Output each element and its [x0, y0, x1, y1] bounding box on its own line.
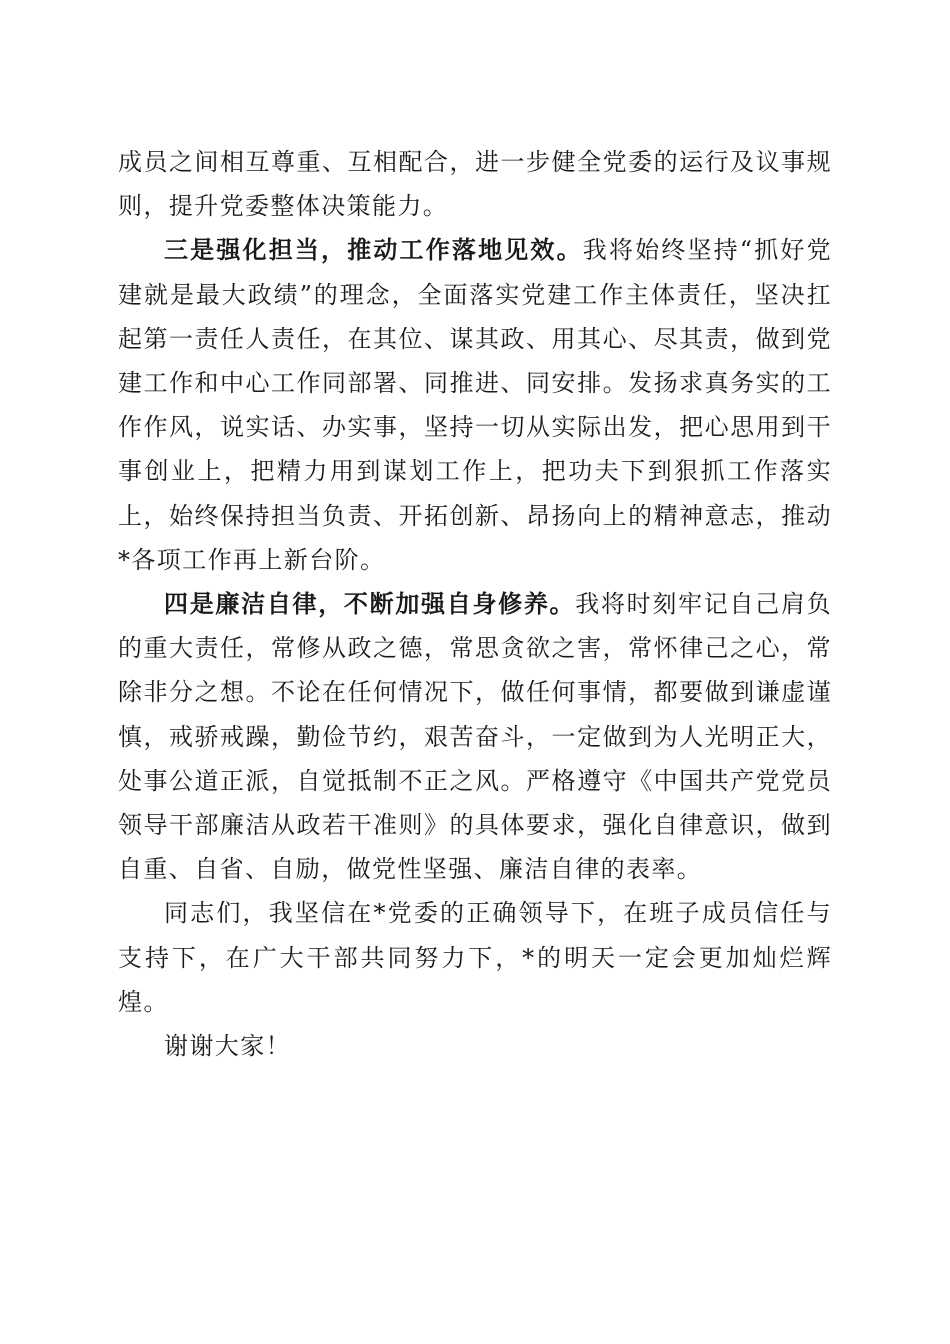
paragraph-take-responsibility [118, 228, 832, 582]
paragraph-text: 成员之间相互尊重、互相配合，进一步健全党委的运行及议事规则，提升党委整体决策能力。 [118, 148, 832, 221]
paragraph-text: 我将始终坚持“抓好党建就是最大政绩”的理念，全面落实党建工作主体责任，坚决扛起第一责任人责任，在其位、谋其政、用其心、尽其责，做到党建工作和中心工作同部署、同推进、同安排。发扬求真务实的工作作风，说实话、办实事，坚持一切从实际出发，把心思用到干事创业上，把精力用到谋划工作上，把功夫下到狠抓工作落实上，始终保持担当负责、开拓创新、昂扬向上的精神意志，推动*各项工作再上新台阶。 [118, 236, 832, 574]
paragraph-closing [118, 891, 832, 1024]
paragraph-heading: 三是强化担当，推动工作落地见效。 [164, 235, 583, 265]
document-page [118, 140, 832, 1068]
paragraph-text: 我将时刻牢记自己肩负的重大责任，常修从政之德，常思贪欲之害，常怀律己之心，常除非分之想。不论在任何情况下，做任何事情，都要做到谦虚谨慎，戒骄戒躁，勤俭节约，艰苦奋斗，一定做到为人光明正大，处事公道正派，自觉抵制不正之风。严格遵守《中国共产党党员领导干部廉洁从政若干准则》的具体要求，强化自律意识，做到自重、自省、自励，做党性坚强、廉洁自律的表率。 [118, 590, 832, 884]
paragraph-thanks [118, 1024, 832, 1068]
paragraph-heading: 四是廉洁自律，不断加强自身修养。 [164, 589, 576, 619]
paragraph-integrity [118, 582, 832, 891]
paragraph-continuation [118, 140, 832, 228]
paragraph-text: 同志们，我坚信在*党委的正确领导下，在班子成员信任与支持下，在广大干部共同努力下，*的明天一定会更加灿烂辉煌。 [118, 899, 832, 1016]
paragraph-text: 谢谢大家！ [164, 1032, 291, 1061]
